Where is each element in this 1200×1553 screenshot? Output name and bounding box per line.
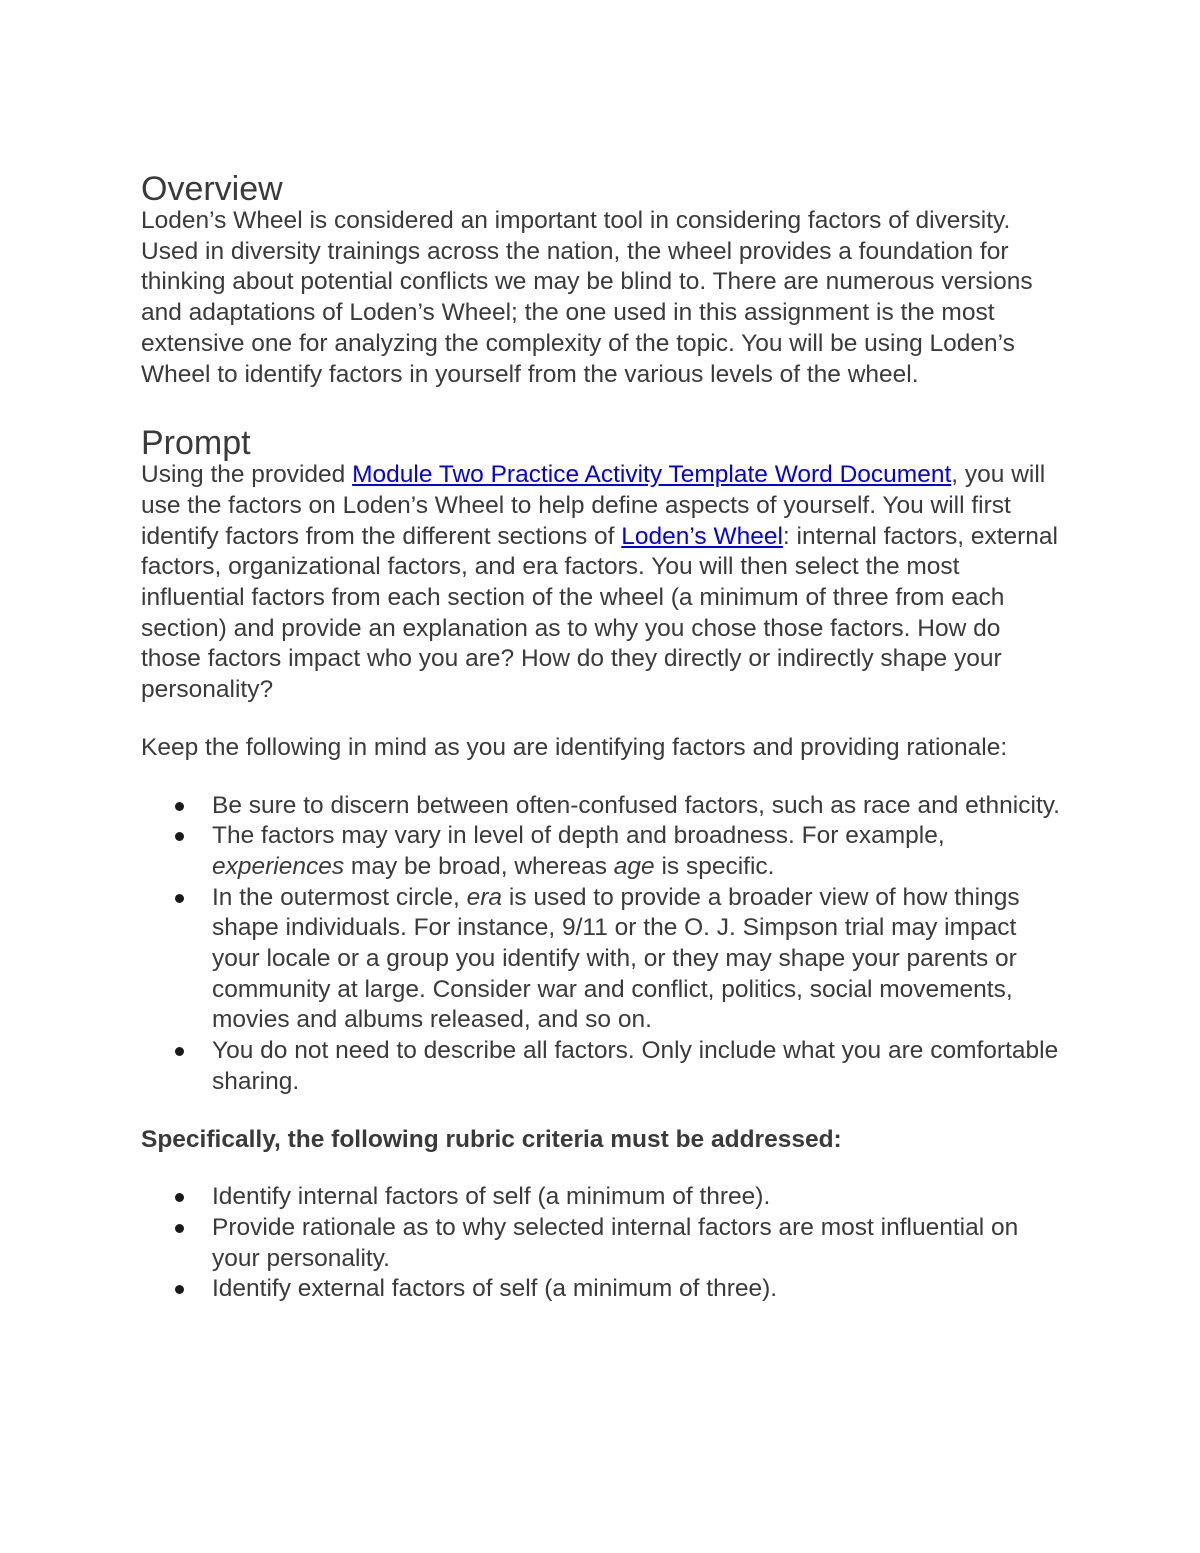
prompt-text-2: , you will use the factors on Loden’s Wheel to help define aspects of yourself. You will first identify factors from the different sections of [141, 461, 1046, 550]
guidance-item-text: Be sure to discern between often-confused factors, such as race and ethnicity. [212, 791, 1060, 819]
list-item [141, 791, 1066, 822]
bullet-icon [175, 1193, 184, 1202]
list-item [141, 821, 1066, 882]
rubric-criteria-heading: Specifically, the following rubric criteria must be addressed: [141, 1125, 842, 1153]
rubric-item-text: Identify internal factors of self (a minimum of three). [212, 1183, 771, 1211]
guidance-list [141, 791, 1066, 1098]
template-document-link[interactable]: Module Two Practice Activity Template Word Document [352, 461, 952, 489]
bullet-icon [175, 894, 184, 903]
lodens-wheel-link[interactable]: Loden’s Wheel [621, 522, 783, 550]
bullet-icon [175, 832, 184, 841]
list-item [141, 1213, 1066, 1274]
list-item [141, 1036, 1066, 1097]
rubric-list [141, 1182, 1066, 1305]
prompt-paragraph [141, 460, 1066, 706]
emphasis-experiences: experiences [212, 852, 345, 880]
prompt-text-1: Using the provided [141, 461, 353, 489]
keep-in-mind-paragraph: Keep the following in mind as you are identifying factors and providing rationale: [141, 733, 1008, 761]
list-item [141, 1182, 1066, 1213]
emphasis-era: era [466, 883, 503, 911]
list-item [141, 1274, 1066, 1305]
list-item [141, 883, 1066, 1037]
bullet-icon [175, 802, 184, 811]
overview-paragraph: Loden’s Wheel is considered an important tool in considering factors of diversity. Used in diversity trainings across the nation, the wheel provides a foundation for thinking about potential conflicts we may be blind to. There are numerous versions and adaptations of Loden’s Wheel; the one used in this assignment is the most extensive one for analyzing the complexity of the topic. You will be using Loden’s Wheel to identify factors in yourself from the various levels of the wheel. [141, 207, 1033, 388]
overview-heading: Overview [141, 170, 283, 208]
emphasis-age: age [613, 852, 655, 880]
bullet-icon [175, 1285, 184, 1294]
guidance-item-text: is specific. [654, 852, 775, 880]
bullet-icon [175, 1224, 184, 1233]
guidance-item-text: may be broad, whereas [344, 852, 614, 880]
guidance-item-text: The factors may vary in level of depth and broadness. For example, [212, 822, 945, 850]
guidance-item-text: is used to provide a broader view of how things shape individuals. For instance, 9/11 or the O. J. Simpson trial may impact your locale or a group you identify with, or they may shape your parents or community at large. Consider war and conflict, politics, social movements, movies and albums released, and so on. [212, 883, 1020, 1034]
bullet-icon [175, 1047, 184, 1056]
rubric-item-text: Provide rationale as to why selected internal factors are most influential on your personality. [212, 1213, 1019, 1272]
guidance-item-text: You do not need to describe all factors. Only include what you are comfortable sharing. [212, 1037, 1059, 1095]
document-page [141, 172, 1066, 1305]
guidance-item-text: In the outermost circle, [212, 883, 467, 911]
rubric-item-text: Identify external factors of self (a minimum of three). [212, 1275, 778, 1303]
prompt-text-3: : internal factors, external factors, organizational factors, and era factors. You will then select the most influential factors from each section of the wheel (a minimum of three from each section) and provide an explanation as to why you chose those factors. How do those factors impact who you are? How do they directly or indirectly shape your personality? [141, 522, 1058, 704]
prompt-heading: Prompt [141, 424, 251, 463]
